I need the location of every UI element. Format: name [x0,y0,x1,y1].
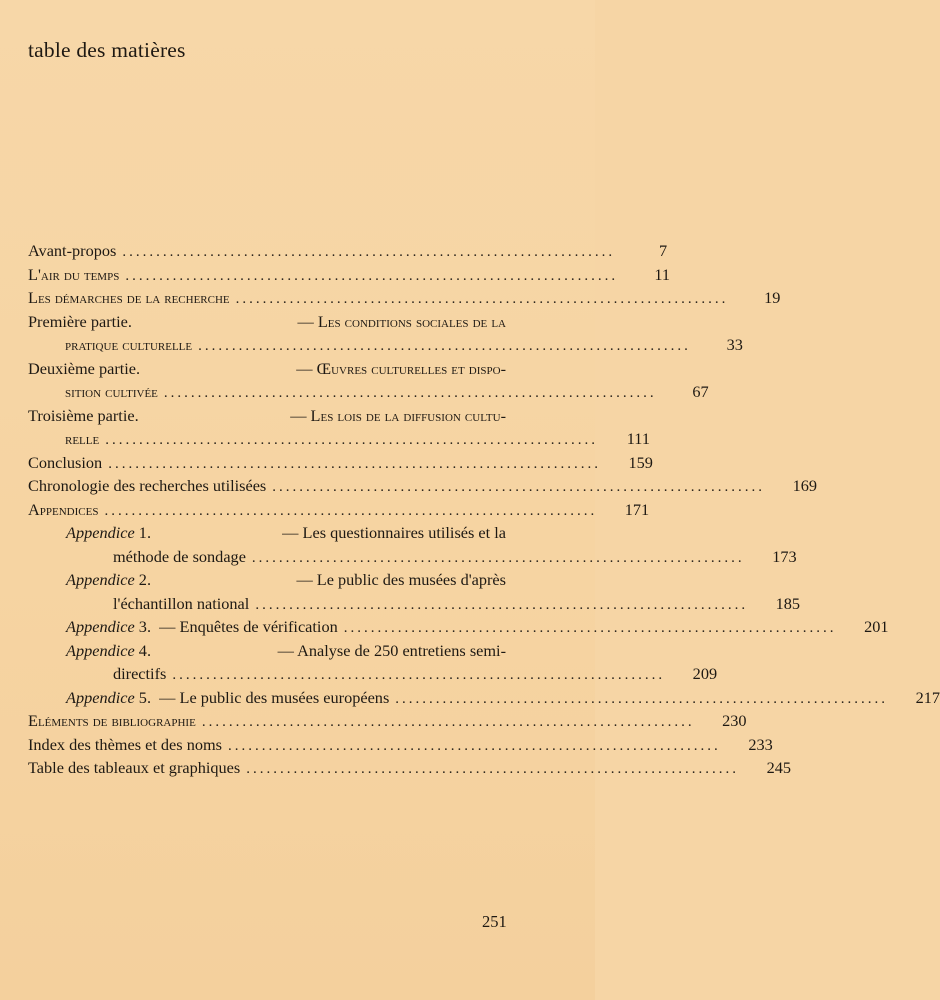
toc-page-number: 171 [624,499,650,519]
toc-page-number: 185 [775,593,801,613]
appendix-number: 2. [138,570,152,589]
toc-page-number: 169 [792,476,818,495]
appendix-title: — Le public des musées européens [159,687,390,707]
dot-leader: ......................................................................... [227,737,721,754]
appendix-label: Appendice [66,570,135,589]
appendix-label: Appendice [66,523,135,542]
dot-leader: ......................................................................... [104,502,598,519]
toc-entry-index [28,733,773,757]
appendix-title: — Enquêtes de vérification [159,617,338,636]
toc-entry-title: Index des thèmes et des noms [28,734,222,754]
dot-leader: ......................................................................... [122,244,616,260]
toc-entry-title: Appendices [28,499,99,519]
toc-entry-appendice-2 [28,568,801,615]
dot-leader: ......................................................................... [395,690,889,707]
toc-entry-bibliographie [28,709,747,733]
part-title-continued: relle [65,429,100,448]
dot-leader: ......................................................................... [201,714,695,730]
table-of-contents [28,239,940,780]
toc-page-number: 111 [626,429,650,448]
toc-page-number: 67 [692,382,709,401]
toc-page-number: 173 [772,546,797,566]
toc-entry-title: Conclusion [28,452,103,472]
appendix-number: 3. [138,617,152,636]
toc-entry-appendice-3 [28,615,889,639]
toc-entry-title: Eléments de bibliographie [28,711,196,730]
part-label: Première partie. [28,311,132,331]
part-title: — Les lois de la diffusion cultu- [290,405,506,425]
part-title: — Œuvres culturelles et dispo- [296,358,506,378]
toc-page-number: 233 [748,734,773,754]
page-title: table des matières [28,38,186,62]
appendix-title: — Le public des musées d'après [296,570,506,589]
part-title: — Les conditions sociales de la [297,311,506,331]
part-label: Troisième partie. [28,405,139,425]
dot-leader: ......................................................................... [246,761,739,777]
appendix-number: 5. [138,687,152,707]
dot-leader: ......................................................................... [172,667,666,683]
appendix-title: — Analyse de 250 entretiens semi- [277,640,506,660]
part-label: Deuxième partie. [28,358,141,378]
dot-leader: ......................................................................... [251,549,745,566]
dot-leader: ......................................................................... [105,432,598,448]
toc-entry-appendices [28,498,650,522]
toc-entry-appendice-4 [28,639,718,686]
toc-page-number: 230 [722,711,747,730]
toc-page-number: 201 [864,617,889,636]
appendix-label: Appendice [66,687,135,707]
toc-page-number: 11 [654,264,671,284]
toc-entry-troisieme-partie [28,404,650,451]
dot-leader: ......................................................................... [108,455,601,472]
toc-entry-title: Table des tableaux et graphiques [28,758,241,777]
toc-page-number: 217 [915,687,940,707]
part-title-continued: sition cultivée [65,382,158,401]
dot-leader: ......................................................................... [235,291,729,307]
dot-leader: ......................................................................... [198,338,691,354]
toc-entry-air-du-temps [28,263,671,287]
toc-entry-appendice-5 [28,686,940,710]
toc-page-number: 209 [692,664,718,683]
toc-entry-title: L'air du temps [28,264,120,284]
appendix-title-continued: l'échantillon national [113,593,250,613]
toc-page-number: 19 [764,288,781,307]
appendix-label: Appendice [66,617,135,636]
dot-leader: ......................................................................... [343,620,837,636]
appendix-title-continued: méthode de sondage [113,546,246,566]
toc-entry-chronologie [28,474,818,498]
toc-entry-title: Avant-propos [28,241,117,260]
toc-entry-avant-propos [28,239,668,263]
appendix-label: Appendice [66,640,135,660]
toc-entry-demarches [28,286,781,310]
toc-page-number: 33 [726,335,743,354]
toc-page-number: 7 [658,241,668,260]
toc-entry-title: Les démarches de la recherche [28,288,230,307]
dot-leader: ......................................................................... [255,596,749,613]
toc-entry-title: Chronologie des recherches utilisées [28,476,267,495]
part-title-continued: pratique culturelle [65,335,193,354]
toc-entry-appendice-1 [28,521,797,568]
toc-page-number: 159 [628,452,653,472]
toc-entry-deuxieme-partie [28,357,709,404]
page-number: 251 [482,912,507,931]
appendix-number: 1. [138,523,152,542]
dot-leader: ......................................................................... [272,479,766,495]
dot-leader: ......................................................................... [163,385,657,401]
toc-entry-premiere-partie [28,310,743,357]
dot-leader: ......................................................................... [125,267,619,284]
toc-entry-conclusion [28,451,653,475]
appendix-number: 4. [138,640,152,660]
appendix-title-continued: directifs [113,664,167,683]
appendix-title: — Les questionnaires utilisés et la [282,523,506,542]
toc-entry-table-tableaux [28,756,791,780]
toc-page-number: 245 [766,758,791,777]
